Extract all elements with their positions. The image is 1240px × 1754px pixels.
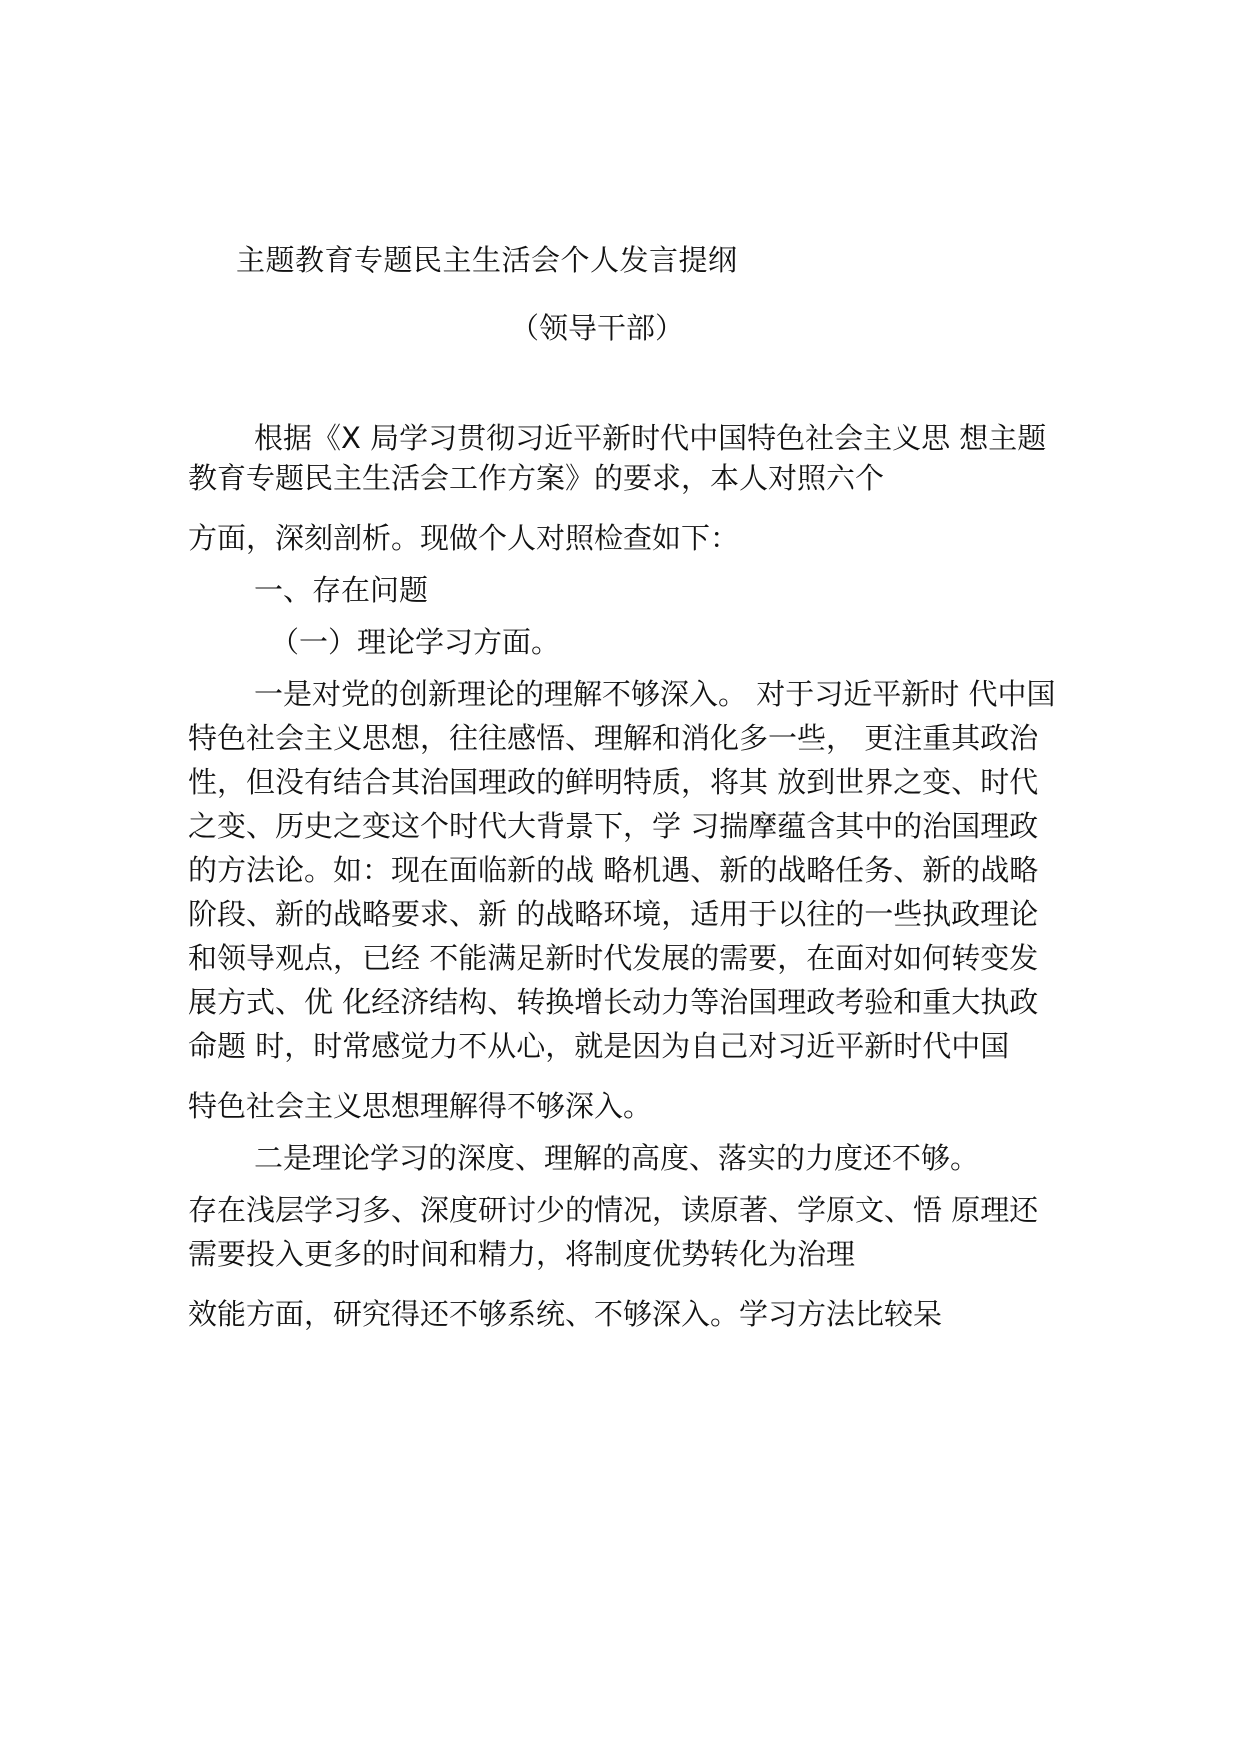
- document-subtitle: （领导干部）: [510, 311, 685, 345]
- body-line: 需要投入更多的时间和精力，将制度优势转化为治理: [188, 1237, 856, 1271]
- body-line: 二是理论学习的深度、理解的高度、落实的力度还不够。: [254, 1141, 980, 1175]
- body-line: 方面，深刻剖析。现做个人对照检查如下：: [188, 521, 740, 555]
- body-line: 之变、历史之变这个时代大背景下，学 习揣摩蕴含其中的治国理政: [188, 809, 1039, 843]
- body-line: 根据《X 局学习贯彻习近平新时代中国特色社会主义思 想主题: [254, 421, 1047, 455]
- body-line: 一是对党的创新理论的理解不够深入。 对于习近平新时 代中国: [254, 677, 1056, 711]
- body-line: 特色社会主义思想理解得不够深入。: [188, 1089, 653, 1123]
- body-line: 教育专题民主生活会工作方案》的要求，本人对照六个: [188, 461, 885, 495]
- body-line: 和领导观点，已经 不能满足新时代发展的需要，在面对如何转变发: [188, 941, 1039, 975]
- body-line: 存在浅层学习多、深度研讨少的情况，读原著、学原文、悟 原理还: [188, 1193, 1039, 1227]
- body-line: 命题 时，时常感觉力不从心，就是因为自己对习近平新时代中国: [188, 1029, 1010, 1063]
- body-line: 阶段、新的战略要求、新 的战略环境，适用于以往的一些执政理论: [188, 897, 1039, 931]
- document-title: 主题教育专题民主生活会个人发言提纲: [236, 243, 738, 277]
- section-heading: 一、存在问题: [254, 573, 429, 607]
- body-line: 效能方面，研究得还不够系统、不够深入。学习方法比较呆: [188, 1297, 943, 1331]
- subsection-heading: （一）理论学习方面。: [270, 625, 561, 659]
- body-line: 的方法论。如：现在面临新的战 略机遇、新的战略任务、新的战略: [188, 853, 1039, 887]
- body-line: 特色社会主义思想，往往感悟、理解和消化多一些， 更注重其政治: [188, 721, 1039, 755]
- body-line: 性，但没有结合其治国理政的鲜明特质，将其 放到世界之变、时代: [188, 765, 1039, 799]
- body-line: 展方式、优 化经济结构、转换增长动力等治国理政考验和重大执政: [188, 985, 1039, 1019]
